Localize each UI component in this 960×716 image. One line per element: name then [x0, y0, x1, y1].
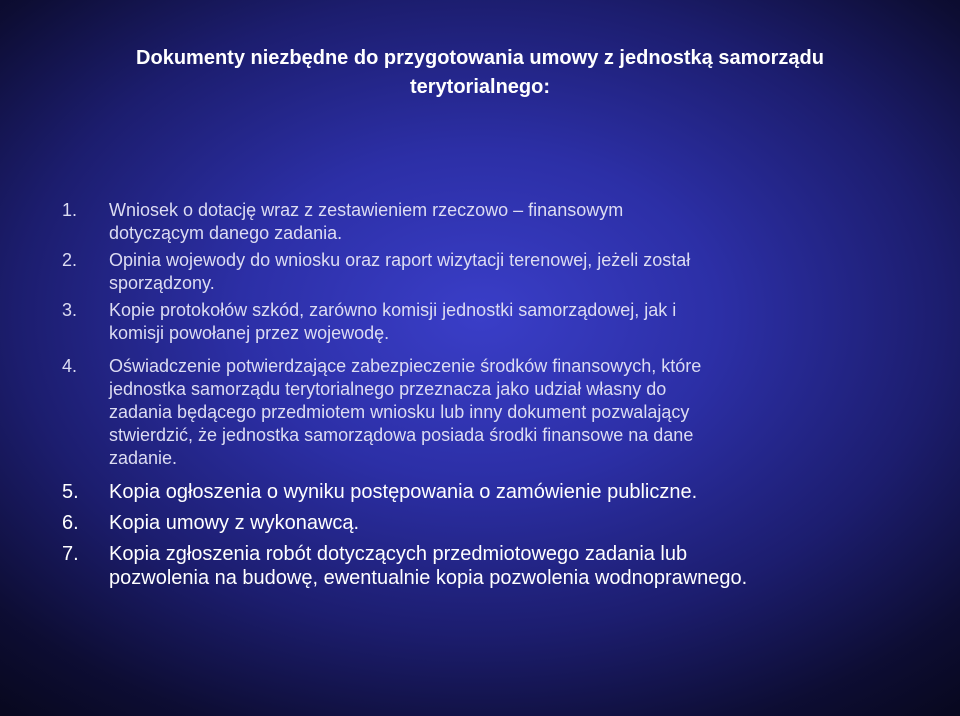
list-item-number: 1.	[62, 200, 78, 220]
list-item-text	[109, 480, 902, 504]
list-item-4	[62, 355, 902, 470]
list-item-text	[109, 299, 902, 345]
list-item-line: stwierdzić, że jednostka samorządowa posiada środki finansowe na dane	[109, 425, 694, 445]
list-item-line: Kopia umowy z wykonawcą.	[109, 512, 360, 534]
list-item-number: 3.	[62, 300, 78, 320]
list-item-text	[109, 355, 902, 470]
list-item-line: Wniosek o dotację wraz z zestawieniem rzeczowo – finansowym	[109, 200, 624, 220]
list-item-line: sporządzony.	[109, 273, 215, 293]
list-item-line: Kopia ogłoszenia o wyniku postępowania o zamówienie publiczne.	[109, 481, 698, 503]
list-item-line: Kopie protokołów szkód, zarówno komisji jednostki samorządowej, jak i	[109, 300, 677, 320]
slide-title-line-1: Dokumenty niezbędne do przygotowania umowy z jednostką samorządu	[136, 47, 824, 69]
list-item-line: pozwolenia na budowę, ewentualnie kopia pozwolenia wodnoprawnego.	[109, 567, 748, 589]
document-list	[62, 199, 902, 597]
list-item-number: 4.	[62, 356, 78, 376]
list-item-2	[62, 249, 902, 295]
list-item-text	[109, 511, 902, 535]
list-item-number: 6.	[62, 512, 79, 534]
list-item-line: Kopia zgłoszenia robót dotyczących przedmiotowego zadania lub	[109, 543, 688, 565]
list-item-text	[109, 542, 902, 590]
list-item-7	[62, 542, 902, 590]
list-item-3	[62, 299, 902, 345]
list-item-6	[62, 511, 902, 535]
slide-title	[40, 44, 920, 102]
list-item-number: 5.	[62, 481, 79, 503]
list-item-line: Opinia wojewody do wniosku oraz raport wizytacji terenowej, jeżeli został	[109, 250, 691, 270]
list-item-line: dotyczącym danego zadania.	[109, 223, 343, 243]
list-item-text	[109, 199, 902, 245]
list-item-1	[62, 199, 902, 245]
list-item-line: zadanie.	[109, 448, 178, 468]
list-item-line: zadania będącego przedmiotem wniosku lub inny dokument pozwalający	[109, 402, 690, 422]
list-item-5	[62, 480, 902, 504]
list-item-number: 2.	[62, 250, 78, 270]
list-item-line: jednostka samorządu terytorialnego przeznacza jako udział własny do	[109, 379, 667, 399]
list-item-line: komisji powołanej przez wojewodę.	[109, 323, 390, 343]
list-item-number: 7.	[62, 543, 79, 565]
slide-title-line-2: terytorialnego:	[409, 76, 551, 98]
list-item-text	[109, 249, 902, 295]
list-item-line: Oświadczenie potwierdzające zabezpieczenie środków finansowych, które	[109, 356, 702, 376]
